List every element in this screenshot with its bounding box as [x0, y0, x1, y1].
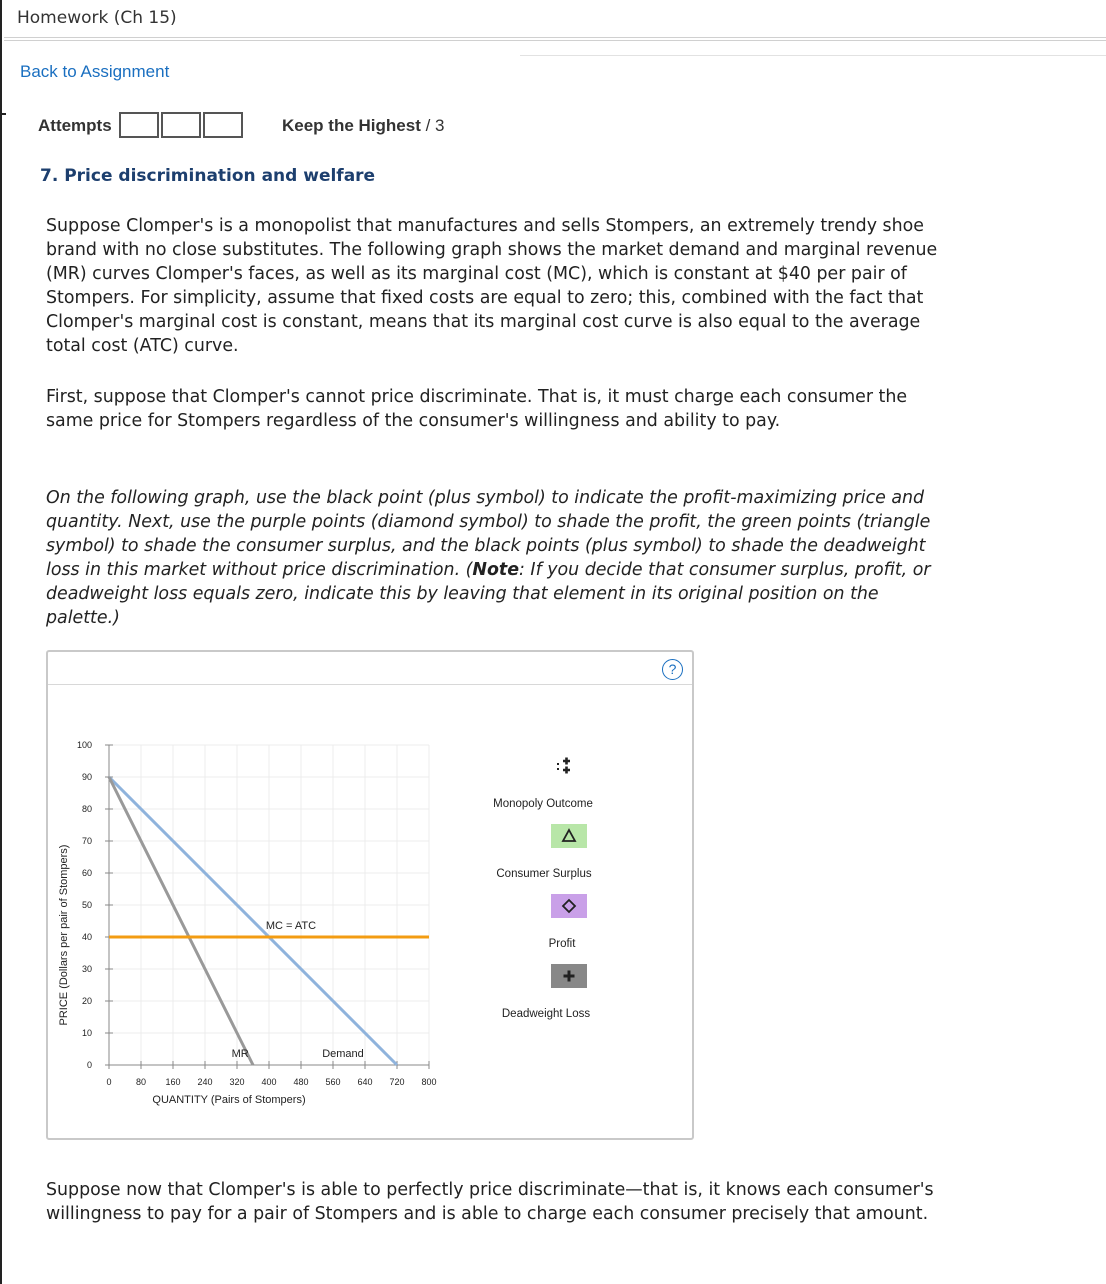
- x-tick-label: 160: [165, 1077, 181, 1087]
- profit-tool-swatch: [551, 894, 587, 918]
- question-paragraph-perfect-discrimination: Suppose now that Clomper's is able to perfectly price discriminate—that is, it knows each consumer's willingness to pay for a pair of Stompers and is able to charge each consumer precisely that amount.: [46, 1180, 934, 1224]
- question-title: 7. Price discrimination and welfare: [40, 166, 376, 186]
- sub-divider: [520, 55, 1106, 56]
- attempt-box: [203, 112, 243, 138]
- y-tick-label: 50: [81, 900, 92, 910]
- page-title: Homework (Ch 15): [17, 8, 177, 28]
- graph-chart: [48, 652, 696, 1142]
- palette: [493, 755, 593, 1020]
- x-tick-label: 640: [357, 1077, 373, 1087]
- instructions-note-label: Note: [472, 560, 520, 580]
- keep-highest-label: [282, 116, 444, 136]
- mc-atc-label: MC = ATC: [265, 920, 317, 932]
- graph-panel: [46, 650, 694, 1140]
- monopoly-outcome-tool-dot: [557, 768, 559, 770]
- y-tick-label: 10: [81, 1028, 92, 1038]
- x-tick-label: 480: [293, 1077, 309, 1087]
- monopoly-outcome-label: Monopoly Outcome: [493, 798, 593, 810]
- x-tick-label: 0: [106, 1077, 112, 1087]
- attempt-indicator: [119, 112, 245, 138]
- x-tick-label: 240: [197, 1077, 213, 1087]
- instructions-text-a: On the following graph, use the black point (plus symbol) to indicate the profit-maximizing price and quantity. Next, use the purple points (diamond symbol) to shade the profit, the green points (triangle symbol) to shade the consumer surplus, and the black points (plus symbol) to shade the deadweight loss in this market without price discrimination. (: [46, 488, 931, 580]
- attempt-box: [119, 112, 159, 138]
- y-tick-label: 80: [81, 804, 92, 814]
- y-tick-label: 20: [81, 996, 92, 1006]
- x-tick-label: 80: [135, 1077, 147, 1087]
- chart-grid: [109, 745, 429, 1065]
- monopoly-outcome-tool[interactable]: [552, 755, 580, 779]
- y-tick-label: 40: [81, 932, 92, 942]
- profit-label: Profit: [548, 938, 576, 950]
- demand-curve: [109, 777, 397, 1065]
- y-tick-label: 30: [81, 964, 92, 974]
- question-paragraph-no-discrimination: First, suppose that Clomper's cannot price discriminate. That is, it must charge each consumer the same price for Stompers regardless of the consumer's willingness and ability to pay.: [46, 387, 908, 431]
- y-tick-label: 60: [81, 868, 92, 878]
- deadweight-loss-tool[interactable]: [551, 964, 587, 988]
- instructions-text-b: : If you decide that consumer surplus, profit, or deadweight loss equals zero, indicate this by leaving that element in its original position on the palette.): [46, 560, 931, 628]
- chart-axes: [105, 745, 429, 1069]
- demand-label: Demand: [322, 1048, 364, 1060]
- help-icon[interactable]: ?: [662, 659, 683, 680]
- y-tick-label: 100: [76, 740, 92, 750]
- y-tick-label: 90: [81, 772, 92, 782]
- left-border-marker: [0, 113, 6, 115]
- y-axis-label: PRICE (Dollars per pair of Stompers): [58, 844, 70, 1026]
- consumer-surplus-label: Consumer Surplus: [496, 868, 592, 880]
- profit-tool[interactable]: [551, 894, 587, 918]
- x-axis-label: QUANTITY (Pairs of Stompers): [152, 1094, 306, 1106]
- deadweight-loss-label: Deadweight Loss: [501, 1008, 591, 1020]
- back-to-assignment-link[interactable]: Back to Assignment: [20, 62, 170, 81]
- attempts-max: / 3: [420, 116, 445, 135]
- x-tick-label: 800: [421, 1077, 437, 1087]
- x-tick-label: 720: [389, 1077, 405, 1087]
- y-tick-label: 0: [86, 1060, 92, 1070]
- header-divider-secondary: [4, 40, 1106, 41]
- y-tick-label: 70: [81, 836, 92, 846]
- attempts-label: Attempts: [38, 116, 112, 135]
- header-divider: [4, 37, 1106, 38]
- question-paragraph-intro: Suppose Clomper's is a monopolist that manufactures and sells Stompers, an extremely trendy shoe brand with no close substitutes. The following graph shows the market demand and marginal revenue (MR) curves Clomper's faces, as well as its marginal cost (MC), which is constant at $40 per pair of Stompers. For simplicity, assume that fixed costs are equal to zero; this, combined with the fact that Clomper's marginal cost is constant, means that its marginal cost curve is also equal to the average total cost (ATC) curve.: [46, 216, 938, 356]
- left-border: [0, 0, 2, 1284]
- mr-label: MR: [231, 1048, 249, 1060]
- mr-curve: [109, 777, 253, 1065]
- consumer-surplus-tool[interactable]: [551, 824, 587, 848]
- question-instructions: [46, 486, 951, 630]
- x-tick-label: 560: [325, 1077, 341, 1087]
- x-tick-label: 400: [261, 1077, 277, 1087]
- keep-highest-text: Keep the Highest: [282, 116, 421, 135]
- chart-labels: [58, 740, 437, 1106]
- attempt-box: [161, 112, 201, 138]
- x-tick-label: 320: [229, 1077, 245, 1087]
- monopoly-outcome-tool-dot: [557, 763, 559, 765]
- consumer-surplus-tool-swatch: [551, 824, 587, 848]
